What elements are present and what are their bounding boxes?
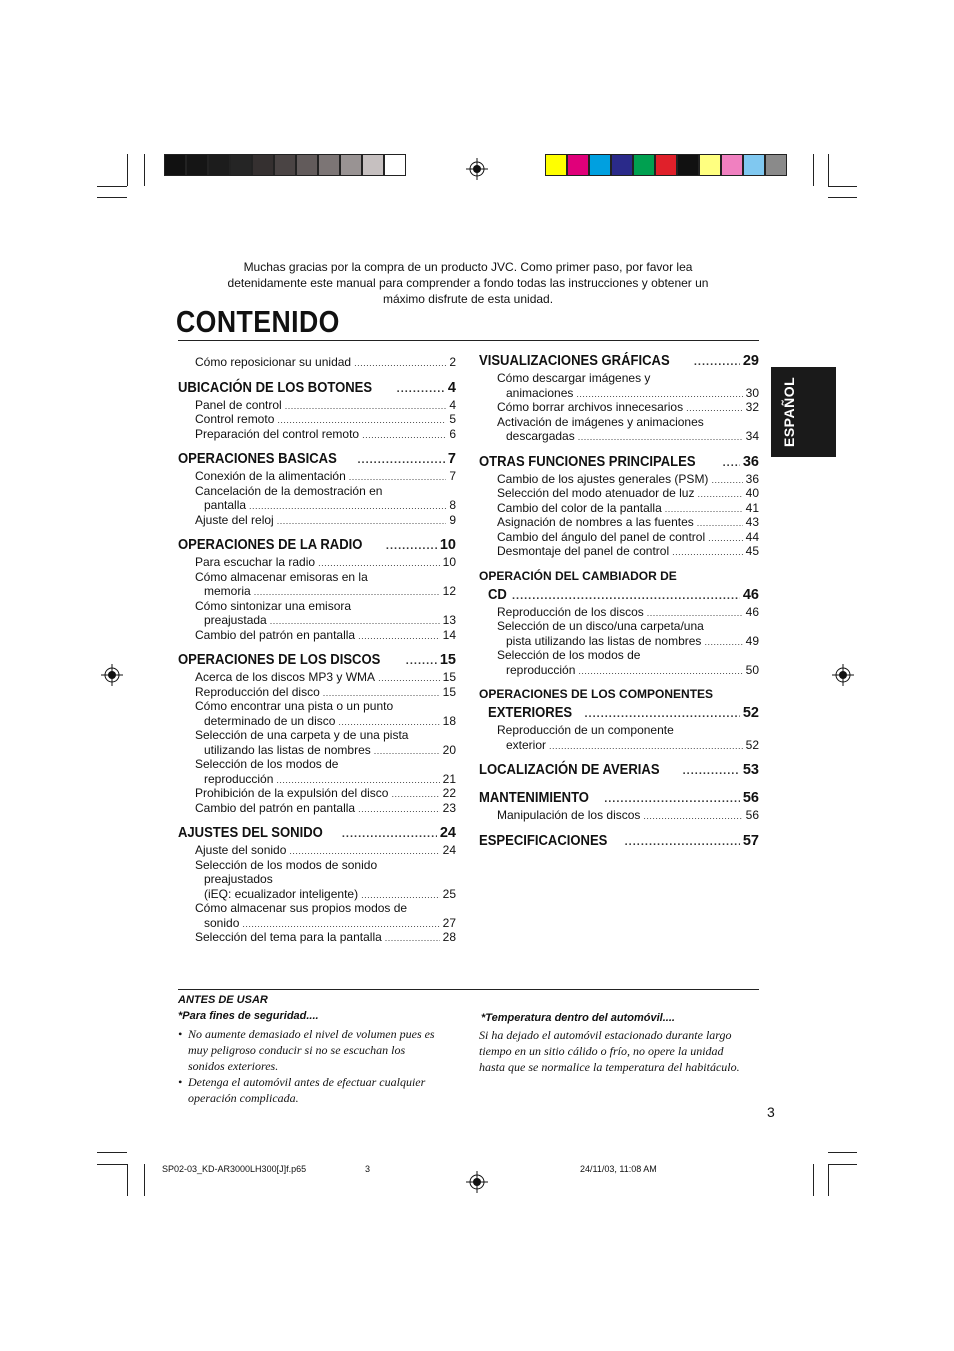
color-swatch [384,154,406,176]
dot-leader [358,804,440,814]
toc-section-page: 29 [742,353,759,369]
toc-item-page: 52 [745,737,759,752]
crop-mark [144,154,145,186]
toc-item-label: Cambio del ángulo del panel de control [497,529,706,544]
toc-item-page: 15 [442,684,456,699]
dot-leader [349,472,447,482]
toc-item-page: 56 [745,808,759,822]
color-swatch [633,154,655,176]
toc-section-label: OPERACIONES DE LA RADIO [178,537,363,553]
dot-leader [704,637,742,647]
toc-section-page: 36 [742,453,759,470]
toc-item[interactable] [195,398,456,412]
dot-leader [357,454,444,466]
toc-section[interactable] [178,380,456,396]
toc-item-page: 10 [442,555,456,569]
safety-bullet-1 [188,1026,435,1074]
bullet-marker: • [178,1075,183,1089]
dot-leader [342,828,437,840]
dot-leader [318,558,440,568]
toc-item[interactable] [204,887,456,901]
dot-leader [289,846,439,856]
toc-item-label: sonido [204,915,240,930]
toc-item-label: reproducción [204,771,274,786]
toc-item-page: 28 [442,930,456,944]
toc-item-label: Conexión de la alimentación [195,469,346,483]
dot-leader [323,688,440,698]
toc-item[interactable] [204,584,456,598]
color-swatch [743,154,765,176]
toc-item[interactable] [195,843,456,857]
toc-item-page: 13 [442,613,456,627]
toc-item-label: Selección del modo atenuador de luz [497,486,695,500]
color-swatch [296,154,318,176]
toc-item[interactable] [195,685,456,699]
dot-leader [647,608,743,618]
dot-leader [242,919,439,929]
toc-item[interactable] [506,663,759,677]
toc-entry-line: OPERACIÓN DEL CAMBIADOR DE [479,568,677,583]
color-swatch [252,154,274,176]
toc-item-page: 7 [449,469,456,483]
toc-item[interactable] [195,786,456,800]
color-swatch [362,154,384,176]
notes-rule [178,989,759,990]
toc-section-page: 53 [742,762,759,778]
toc-item-label: Selección del tema para la pantalla [195,930,382,944]
toc-section[interactable] [178,451,456,467]
dot-leader [386,540,437,552]
toc-item-page: 22 [442,786,456,800]
toc-entry-line: Cómo encontrar una pista o un punto [195,699,394,713]
toc-item-label: Cómo borrar archivos innecesarios [497,400,684,414]
color-swatch [765,154,787,176]
toc-item-page: 23 [442,800,456,815]
toc-item-page: 49 [745,633,759,648]
crop-mark [127,154,128,186]
toc-item-page: 15 [442,670,456,684]
color-swatch [545,154,567,176]
note-line: Detenga el automóvil antes de efectuar cualquier [188,1075,426,1089]
toc-item-label: preajustada [204,613,267,627]
color-swatch [208,154,230,176]
toc-item-page: 8 [449,498,456,512]
dot-leader [665,504,743,514]
dot-leader [277,516,447,526]
toc-item-page: 6 [449,426,456,441]
dot-leader [277,415,446,425]
crop-mark [97,186,127,187]
toc-entry-line: Reproducción de un componente [497,723,674,737]
temperature-title: *Temperatura dentro del automóvil.... [481,1012,675,1024]
toc-item-label: reproducción [506,662,576,677]
color-swatch [230,154,252,176]
toc-item[interactable] [195,670,456,684]
color-swatch [164,154,186,176]
dot-leader [708,533,742,543]
dot-leader [254,587,440,597]
toc-item[interactable] [195,355,456,369]
color-swatch [318,154,340,176]
toc-entry-line: Cómo sintonizar una emisora [195,598,352,613]
toc-item[interactable] [497,808,759,822]
crop-mark [97,1164,127,1165]
dot-leader [374,746,440,756]
toc-item-page: 9 [449,512,456,527]
dot-leader [672,547,743,557]
registration-target-icon [466,1171,488,1193]
toc-item-label: Cambio de los ajustes generales (PSM) [497,471,709,486]
dot-leader [385,933,440,943]
dot-leader [361,890,440,900]
color-swatch [567,154,589,176]
toc-item-page: 24 [442,843,456,857]
toc-section-page: 46 [742,586,759,603]
toc-item[interactable] [204,498,456,512]
intro-paragraph [178,259,758,307]
toc-section-label: ESPECIFICACIONES [479,832,608,849]
toc-section[interactable] [479,790,759,806]
toc-item-label: determinado de un disco [204,713,336,728]
toc-item[interactable] [204,743,456,757]
note-line: muy peligroso conducir si no se escuchan los [188,1043,406,1057]
dot-leader [338,717,439,727]
toc-entry-line: Selección de los modos de [497,648,641,662]
dot-leader [512,590,740,602]
toc-section[interactable] [488,705,759,721]
toc-item[interactable] [195,930,456,944]
toc-item-label: Prohibición de la expulsión del disco [195,786,389,800]
temperature-note [479,1027,740,1075]
toc-item[interactable] [506,634,759,648]
toc-item[interactable] [195,801,456,815]
dot-leader [549,741,743,751]
registration-target-icon [101,664,123,686]
toc-section-label: UBICACIÓN DE LOS BOTONES [178,379,373,396]
toc-item[interactable] [497,605,759,619]
toc-item-page: 21 [442,771,456,786]
toc-section-label: MANTENIMIENTO [479,790,589,806]
toc-entry-line: Selección de los modos de [195,757,339,771]
dot-leader [285,401,447,411]
dot-leader [362,430,446,440]
footer-file: SP02-03_KD-AR3000LH300[J]f.p65 [162,1164,307,1174]
toc-section-page: 4 [447,379,456,396]
toc-item-page: 34 [745,429,759,443]
color-swatch [721,154,743,176]
toc-item[interactable] [506,386,759,400]
toc-section[interactable] [178,537,456,553]
dot-leader [270,616,440,626]
toc-section-page: 24 [439,825,456,841]
dot-leader [578,666,742,676]
toc-item[interactable] [195,427,456,441]
footer-date: 24/11/03, 11:08 AM [580,1164,657,1174]
registration-target-icon [832,664,854,686]
dot-leader [397,383,445,395]
page-title: CONTENIDO [176,304,340,339]
toc-entry-line: Cancelación de la demostración en [195,483,383,498]
toc-section-label: EXTERIORES [488,705,573,721]
toc-item-label: Panel de control [195,397,282,412]
toc-section-label: OPERACIONES DE LOS DISCOS [178,652,381,668]
color-swatch [677,154,699,176]
toc-item[interactable] [497,400,759,414]
toc-item-label: Acerca de los discos MP3 y WMA [195,670,376,684]
crop-mark [828,1164,829,1196]
note-line: Si ha dejado el automóvil estacionado durante largo [479,1028,732,1042]
registration-target-icon [466,158,488,180]
toc-item[interactable] [204,772,456,786]
crop-mark [813,154,814,186]
intro-line: Muchas gracias por la compra de un producto JVC. Como primer paso, por favor lea [243,260,693,274]
dot-leader [576,389,742,399]
intro-line: máximo disfrute de esta unidad. [382,292,554,306]
toc-item-page: 32 [745,400,759,414]
crop-mark [144,1164,145,1196]
toc-item[interactable] [497,486,759,500]
dot-leader [723,457,740,469]
toc-item-label: exterior [506,737,547,752]
dot-leader [697,489,742,499]
toc-item-label: Cómo reposicionar su unidad [195,355,352,369]
toc-item-page: 20 [442,742,456,757]
toc-item-label: (iEQ: ecualizador inteligente) [204,886,359,901]
toc-section-label: AJUSTES DEL SONIDO [178,825,323,841]
dot-leader [276,775,439,785]
crop-mark [97,1152,127,1153]
cmyk-color-bar [545,154,787,176]
dot-leader [711,475,742,485]
toc-item-page: 30 [745,385,759,400]
toc-section[interactable] [178,825,456,841]
toc-entry-line: Cómo descargar imágenes y [497,371,651,385]
note-line: hasta que se normalice la temperatura del habitáculo. [479,1060,740,1074]
toc-item-page: 50 [745,662,759,677]
page-number: 3 [767,1104,775,1120]
toc-item[interactable] [506,429,759,443]
toc-item-page: 5 [449,412,456,426]
toc-item-page: 4 [449,397,456,412]
toc-item[interactable] [497,472,759,486]
dot-leader [378,673,440,683]
toc-section[interactable] [479,833,759,849]
toc-section[interactable] [479,762,759,778]
toc-section-label: OPERACIONES BASICAS [178,451,337,467]
toc-section-page: 10 [439,537,456,553]
toc-item[interactable] [195,469,456,483]
language-tab [771,367,836,457]
toc-item-label: pista utilizando las listas de nombres [506,633,702,648]
dot-leader [686,403,743,413]
toc-item-label: descargadas [506,429,575,443]
toc-section[interactable] [178,652,456,668]
bullet-marker: • [178,1027,183,1041]
toc-item-page: 41 [745,500,759,515]
toc-item-label: pantalla [204,498,247,512]
toc-item-label: Ajuste del sonido [195,843,287,857]
dot-leader [391,789,439,799]
toc-section-page: 52 [742,705,759,721]
toc-item-label: Manipulación de los discos [497,808,641,822]
toc-item-label: Cambio del color de la pantalla [497,500,662,515]
toc-entry-line: preajustados [204,872,273,886]
toc-section-label: CD [488,586,507,603]
toc-entry-line: Selección de una carpeta y de una pista [195,728,409,742]
toc-item-page: 12 [442,584,456,598]
toc-section-label: VISUALIZACIONES GRÁFICAS [479,353,670,369]
toc-item-page: 27 [442,915,456,930]
toc-item[interactable] [506,738,759,752]
toc-entry-line: Activación de imágenes y animaciones [497,414,704,429]
crop-mark [828,1164,857,1165]
toc-item-label: Para escuchar la radio [195,555,316,569]
toc-item-page: 2 [449,355,456,369]
dot-leader [354,358,446,368]
toc-item[interactable] [497,501,759,515]
toc-section-label: LOCALIZACIÓN DE AVERIAS [479,762,660,778]
toc-section-page: 15 [439,652,456,668]
language-tab-label: ESPAÑOL [781,376,797,447]
toc-item[interactable] [195,628,456,642]
toc-item-page: 40 [745,486,759,500]
toc-section-page: 57 [742,832,759,849]
toc-item-page: 25 [442,886,456,901]
toc-item-label: utilizando las listas de nombres [204,742,371,757]
notes-header: ANTES DE USAR [178,994,268,1006]
footer-page: 3 [365,1164,371,1174]
dot-leader [683,765,740,777]
dot-leader [625,836,740,848]
toc-section[interactable] [479,454,759,470]
dot-leader [643,811,742,821]
toc-item-page: 14 [442,627,456,642]
toc-item-label: Cambio del patrón en pantalla [195,800,356,815]
toc-section-page: 7 [447,451,456,467]
toc-item-label: Ajuste del reloj [195,512,274,527]
safety-bullet-2 [188,1074,425,1106]
crop-mark [813,1164,814,1196]
color-swatch [655,154,677,176]
grayscale-color-bar [164,154,406,176]
toc-entry-line: OPERACIONES DE LOS COMPONENTES [479,687,714,701]
toc-item-page: 46 [745,604,759,619]
toc-item[interactable] [195,513,456,527]
dot-leader [694,356,740,368]
dot-leader [584,708,739,720]
dot-leader [249,501,446,511]
note-line: No aumente demasiado el nivel de volumen pues es [188,1027,435,1041]
intro-line: detenidamente este manual para comprender a fondo todas las instrucciones y obtener un [227,276,709,290]
toc-item[interactable] [204,916,456,930]
color-swatch [611,154,633,176]
crop-mark [828,197,857,198]
toc-section-label: OTRAS FUNCIONES PRINCIPALES [479,453,696,470]
crop-mark [97,197,127,198]
toc-item-label: Cambio del patrón en pantalla [195,627,356,642]
color-swatch [186,154,208,176]
color-swatch [274,154,296,176]
dot-leader [406,655,437,667]
color-swatch [699,154,721,176]
color-swatch [589,154,611,176]
dot-leader [358,631,440,641]
toc-item-page: 18 [442,713,456,728]
note-line: sonidos exteriores. [188,1059,279,1073]
toc-entry-line: Cómo almacenar emisoras en la [195,569,368,584]
toc-item[interactable] [497,530,759,544]
toc-item-label: Reproducción de los discos [497,604,644,619]
crop-mark [828,186,857,187]
toc-item-page: 43 [745,515,759,529]
toc-item[interactable] [204,613,456,627]
safety-title: *Para fines de seguridad.... [178,1010,319,1022]
note-line: operación complicada. [188,1091,299,1105]
toc-entry-line: Cómo almacenar sus propios modos de [195,901,408,915]
toc-item-label: Control remoto [195,412,275,426]
toc-item-label: memoria [204,584,251,598]
toc-item[interactable] [195,412,456,426]
toc-entry-line: Selección de los modos de sonido [195,857,378,872]
dot-leader [604,793,740,805]
dot-leader [578,432,743,442]
note-line: tiempo en un sitio cálido o frío, no opere la unidad [479,1044,724,1058]
toc-item-label: Desmontaje del panel de control [497,544,670,558]
dot-leader [697,518,743,528]
title-rule [178,340,759,341]
color-swatch [340,154,362,176]
toc-item[interactable] [497,515,759,529]
crop-mark [127,1164,128,1196]
crop-mark [828,154,829,186]
toc-item-label: Asignación de nombres a las fuentes [497,515,694,529]
toc-item-page: 36 [745,471,759,486]
toc-section[interactable] [488,587,759,603]
toc-item[interactable] [195,555,456,569]
toc-item-page: 45 [745,544,759,558]
toc-item[interactable] [204,714,456,728]
crop-mark [828,1152,857,1153]
toc-item[interactable] [497,544,759,558]
toc-entry-line: Selección de un disco/una carpeta/una [497,619,704,633]
toc-item-label: animaciones [506,385,574,400]
toc-section-page: 56 [742,790,759,806]
toc-item-label: Reproducción del disco [195,684,320,699]
toc-section[interactable] [479,353,759,369]
toc-item-label: Preparación del control remoto [195,426,360,441]
toc-item-page: 44 [745,529,759,544]
